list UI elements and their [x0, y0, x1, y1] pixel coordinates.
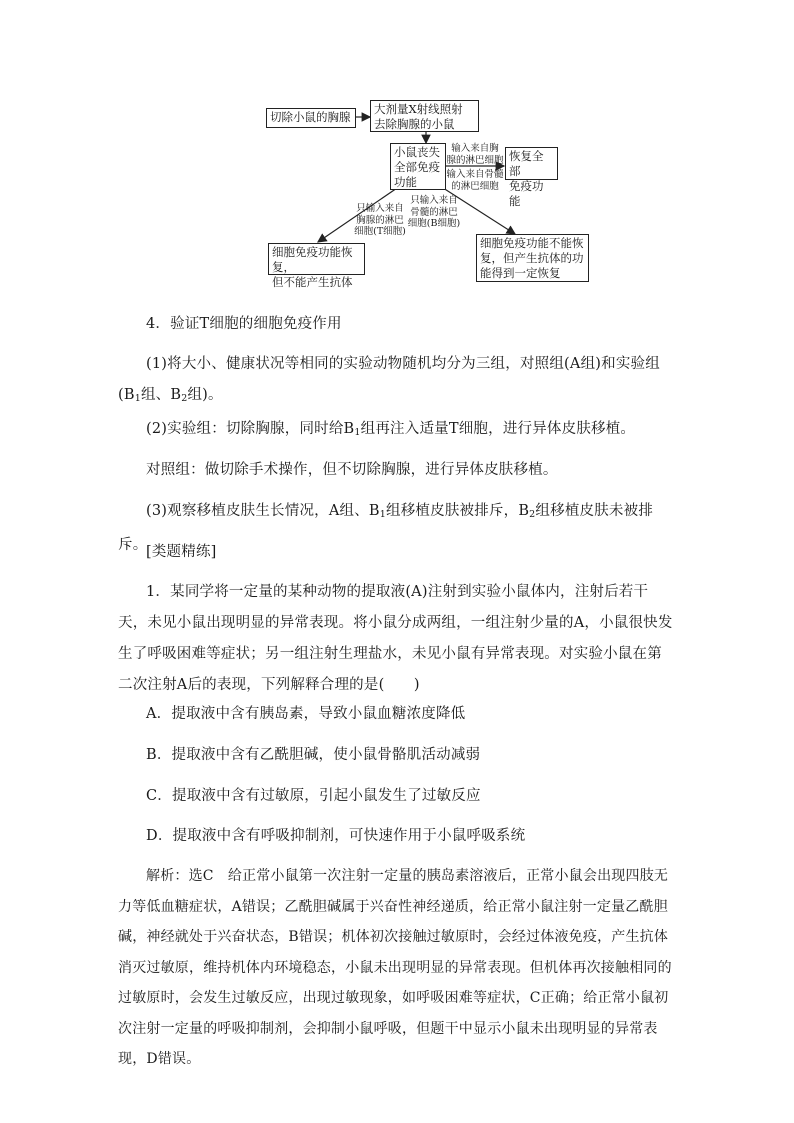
step-1: (1)将大小、健康状况等相同的实验动物随机均分为三组，对照组(A组)和实验组($B_1$组、$B_2$组)。 [118, 356, 660, 404]
immune-experiment-diagram [0, 0, 794, 300]
box-right-result: 细胞免疫功能不能恢 复，但产生抗体的功 能得到一定恢复 [476, 234, 589, 282]
option-c: C．提取液中含有过敏原，引起小鼠发生了过敏反应 [146, 788, 481, 804]
control-group: 对照组：做切除手术操作，但不切除胸腺，进行异体皮肤移植。 [146, 462, 558, 478]
step-3: (3)观察移植皮肤生长情况，A组、$B_1$组移植皮肤被排斥，$B_2$组移植皮肤未被排斥。 [118, 503, 654, 553]
analysis: 解析：选C 给正常小鼠第一次注射一定量的胰岛素溶液后，正常小鼠会出现四肢无力等低血糖症状，A错误；乙酰胆碱属于兴奋性神经递质，给正常小鼠注射一定量乙酰胆碱，神经就处于兴奋状态，B错误；机体初次接触过敏原时，会经过体液免疫，产生抗体消灭过敏原，维持机体内环境稳态，小鼠未出现明显的异常表现。但机体再次接触相同的过敏原时，会发生过敏反应，出现过敏现象，如呼吸困难等症状，C正确；给正常小鼠初次注射一定量的呼吸抑制剂，会抑制小鼠呼吸，但题干中显示小鼠未出现明显的异常表现，D错误。 [118, 868, 672, 1067]
box-recover-all: 恢复全部 免疫功能 [505, 147, 558, 180]
option-a: A．提取液中含有胰岛素，导致小鼠血糖浓度降低 [146, 706, 466, 722]
note-left-thymus-only: 只输入来自 胸腺的淋巴 细胞(T细胞) [354, 203, 406, 237]
box-xray: 大剂量X射线照射 去除胸腺的小鼠 [370, 100, 479, 132]
note-bone-lymph: 输入来自骨髓 的淋巴细胞 [446, 169, 504, 192]
box-cut-thymus: 切除小鼠的胸腺 [266, 108, 356, 128]
note-chest-lymph: 输入来自胸 腺的淋巴细胞 [446, 143, 504, 166]
question-1: 1．某同学将一定量的某种动物的提取液(A)注射到实验小鼠体内，注射后若干天，未见小鼠出现明显的异常表现。将小鼠分成两组，一组注射少量的A，小鼠很快发生了呼吸困难等症状；另一组注射生理盐水，未见小鼠有异常表现。对实验小鼠在第二次注射A后的表现，下列解释合理的是( ) [118, 584, 673, 693]
box-lost-immunity: 小鼠丧失 全部免疫 功能 [390, 143, 446, 190]
box-left-result: 细胞免疫功能恢复， 但不能产生抗体 [268, 243, 365, 275]
section-heading: 4．验证T细胞的细胞免疫作用 [146, 316, 342, 332]
option-d: D．提取液中含有呼吸抑制剂，可快速作用于小鼠呼吸系统 [146, 828, 526, 844]
step-2: (2)实验组：切除胸腺，同时给$B_1$组再注入适量T细胞，进行异体皮肤移植。 [146, 421, 636, 438]
practice-label: [类题精练] [146, 544, 217, 560]
note-right-bone-only: 只输入来自 骨髓的淋巴 细胞(B细胞) [407, 195, 461, 229]
option-b: B．提取液中含有乙酰胆碱，使小鼠骨骼肌活动减弱 [146, 747, 481, 763]
